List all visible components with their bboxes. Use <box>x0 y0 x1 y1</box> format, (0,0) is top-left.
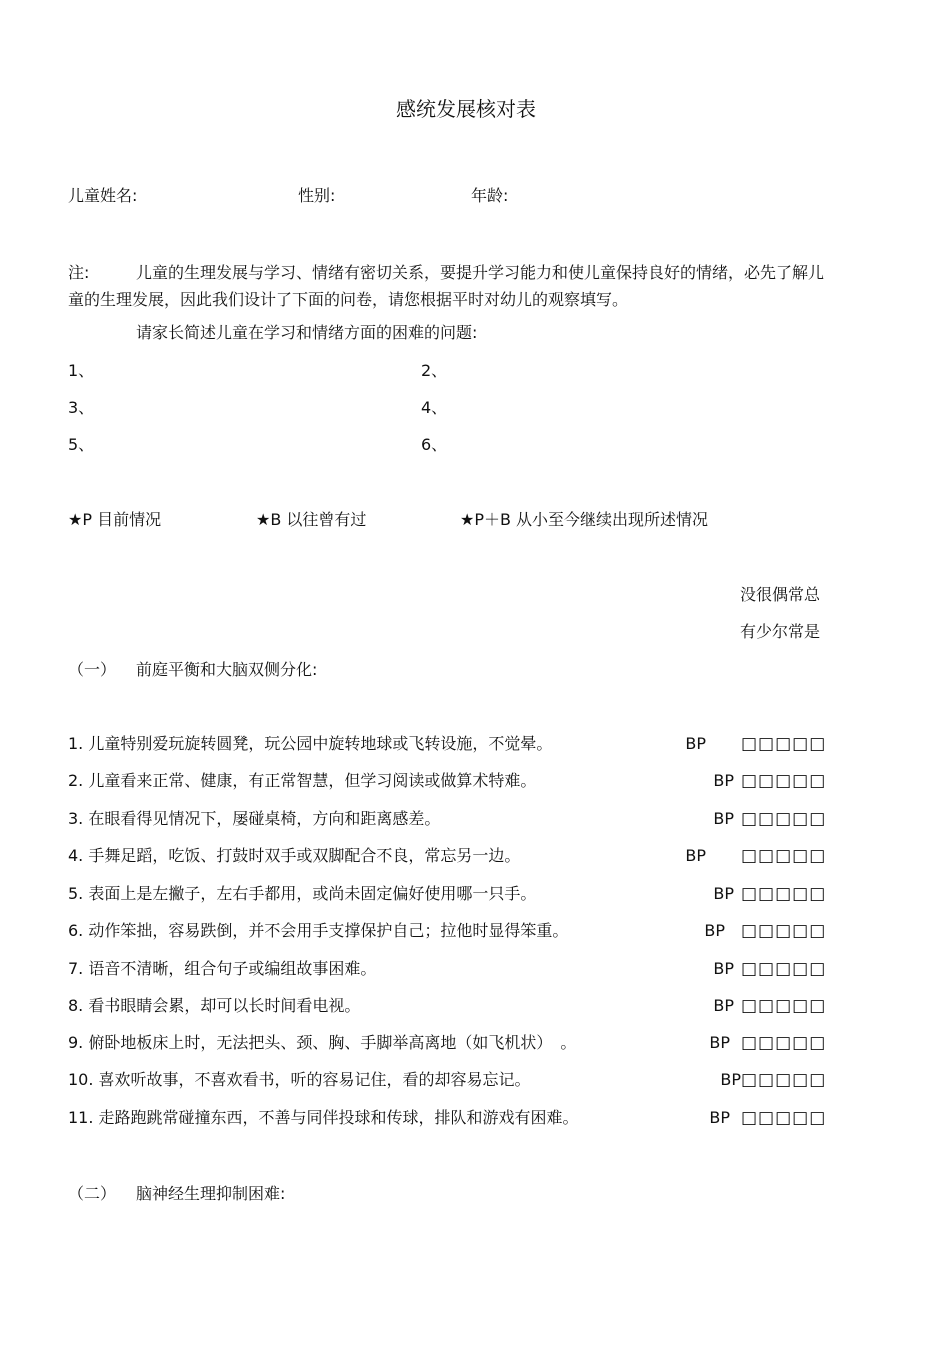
bp-marker: BP <box>685 734 706 753</box>
legend-p: ★P 目前情况 <box>68 510 162 529</box>
problem-3: 3、 <box>68 398 95 417</box>
note-paragraph <box>68 259 838 313</box>
bp-marker: BP <box>685 846 706 865</box>
child-name-label: 儿童姓名: <box>68 186 138 205</box>
section2-title: 脑神经生理抑制困难: <box>136 1184 286 1203</box>
bp-marker: BP <box>704 921 725 940</box>
section1-title: 前庭平衡和大脑双侧分化: <box>136 660 318 679</box>
checklist-item-text: 10. 喜欢听故事，不喜欢看书，听的容易记住，看的却容易忘记。 <box>68 1070 531 1089</box>
page-title: 感统发展核对表 <box>396 97 536 121</box>
bp-marker: BP <box>713 884 734 903</box>
rating-checkboxes[interactable]: □□□□□ <box>741 884 827 904</box>
bp-marker: BP <box>713 771 734 790</box>
note-label: 注: <box>68 263 90 282</box>
rating-checkboxes[interactable]: □□□□□ <box>741 771 827 791</box>
parent-prompt: 请家长简述儿童在学习和情绪方面的困难的问题: <box>136 323 478 342</box>
rating-checkboxes[interactable]: □□□□□ <box>741 996 827 1016</box>
scale-header-row1: 没很偶常总 <box>740 585 821 604</box>
problem-5: 5、 <box>68 435 95 454</box>
checklist-item-text: 8. 看书眼睛会累，却可以长时间看电视。 <box>68 996 361 1015</box>
checklist-item-text: 2. 儿童看来正常、健康，有正常智慧，但学习阅读或做算术特难。 <box>68 771 537 790</box>
rating-checkboxes[interactable]: □□□□□ <box>741 1108 827 1128</box>
rating-checkboxes[interactable]: □□□□□ <box>741 1070 827 1090</box>
rating-checkboxes[interactable]: □□□□□ <box>741 846 827 866</box>
legend-b: ★B 以往曾有过 <box>256 510 367 529</box>
checklist-item-text: 3. 在眼看得见情况下，屡碰桌椅，方向和距离感差。 <box>68 809 441 828</box>
checklist-item-text: 1. 儿童特别爱玩旋转圆凳，玩公园中旋转地球或飞转设施，不觉晕。 <box>68 734 553 753</box>
rating-checkboxes[interactable]: □□□□□ <box>741 1033 827 1053</box>
bp-marker: BP <box>720 1070 741 1089</box>
bp-marker: BP <box>713 996 734 1015</box>
bp-marker: BP <box>709 1108 730 1127</box>
checklist-item-text: 9. 俯卧地板床上时，无法把头、颈、胸、手脚举高离地（如飞机状） 。 <box>68 1033 577 1052</box>
bp-marker: BP <box>709 1033 730 1052</box>
rating-checkboxes[interactable]: □□□□□ <box>741 921 827 941</box>
legend-pb: ★P＋B 从小至今继续出现所述情况 <box>460 510 709 529</box>
problem-1: 1、 <box>68 361 95 380</box>
problem-6: 6、 <box>421 435 448 454</box>
checklist-item-text: 6. 动作笨拙，容易跌倒，并不会用手支撑保护自己；拉他时显得笨重。 <box>68 921 569 940</box>
bp-marker: BP <box>713 809 734 828</box>
note-text: 儿童的生理发展与学习、情绪有密切关系，要提升学习能力和使儿童保持良好的情绪，必先了解儿童的生理发展，因此我们设计了下面的问卷，请您根据平时对幼儿的观察填写。 <box>68 263 825 309</box>
gender-label: 性别: <box>298 186 336 205</box>
section2-label: （二） <box>68 1184 117 1203</box>
bp-marker: BP <box>713 959 734 978</box>
age-label: 年龄: <box>471 186 509 205</box>
checklist-item-text: 5. 表面上是左撇子，左右手都用，或尚未固定偏好使用哪一只手。 <box>68 884 537 903</box>
rating-checkboxes[interactable]: □□□□□ <box>741 959 827 979</box>
problem-4: 4、 <box>421 398 448 417</box>
rating-checkboxes[interactable]: □□□□□ <box>741 809 827 829</box>
checklist-item-text: 4. 手舞足蹈，吃饭、打鼓时双手或双脚配合不良，常忘另一边。 <box>68 846 521 865</box>
problem-2: 2、 <box>421 361 448 380</box>
checklist-item-text: 7. 语音不清晰，组合句子或编组故事困难。 <box>68 959 377 978</box>
checklist-item-text: 11. 走路跑跳常碰撞东西，不善与同伴投球和传球，排队和游戏有困难。 <box>68 1108 579 1127</box>
section1-label: （一） <box>68 660 117 679</box>
rating-checkboxes[interactable]: □□□□□ <box>741 734 827 754</box>
scale-header-row2: 有少尔常是 <box>740 622 821 641</box>
